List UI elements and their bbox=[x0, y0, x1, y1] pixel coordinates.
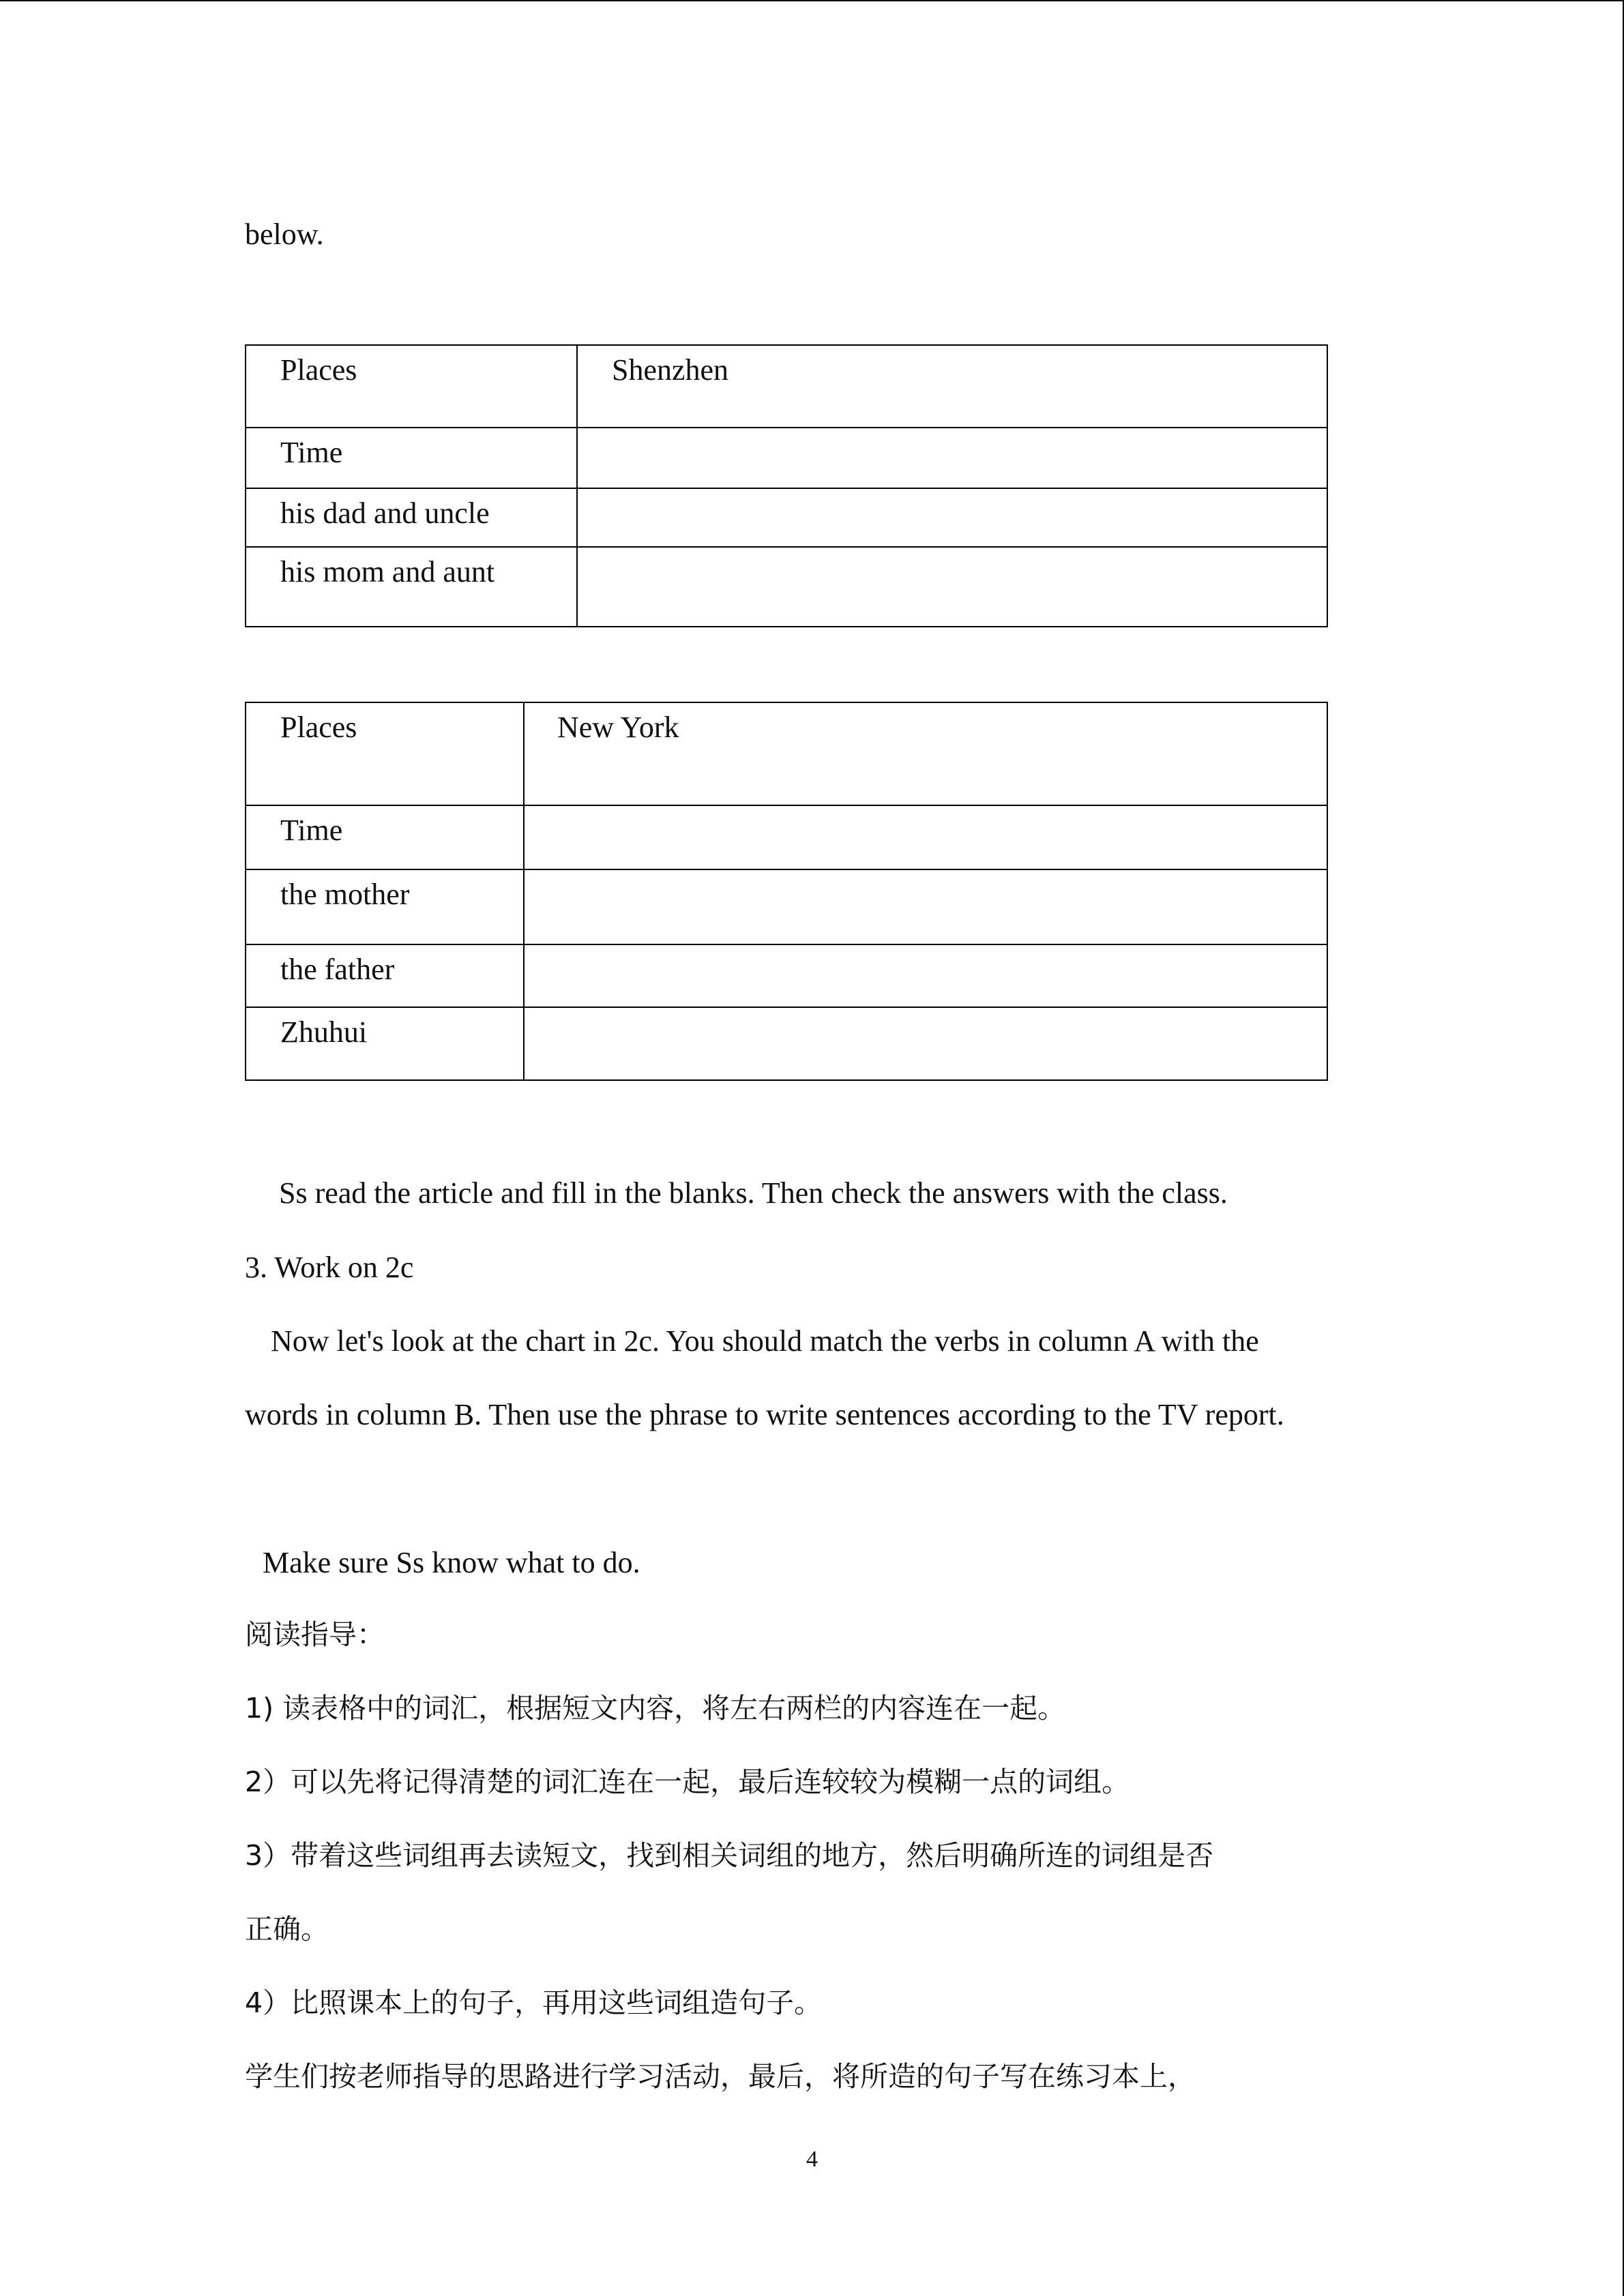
table-row bbox=[246, 488, 1327, 547]
table-row bbox=[246, 944, 1327, 1007]
table-cell-label: his dad and uncle bbox=[246, 488, 577, 547]
reading-guide-item-3-cont: 正确。 bbox=[245, 1913, 329, 1945]
table-row bbox=[246, 547, 1327, 627]
table-cell-value[interactable]: New York bbox=[524, 702, 1327, 805]
table-cell-label: his mom and aunt bbox=[246, 547, 577, 627]
reading-guide-title: 阅读指导： bbox=[245, 1618, 385, 1651]
table-cell-value[interactable] bbox=[577, 547, 1327, 627]
table-cell-label: the father bbox=[246, 944, 524, 1007]
table-cell-value[interactable]: Shenzhen bbox=[577, 345, 1327, 428]
table-cell-label: the mother bbox=[246, 869, 524, 944]
table-cell-value[interactable] bbox=[524, 1007, 1327, 1080]
table-row bbox=[246, 869, 1327, 944]
table-cell-label: Places bbox=[246, 345, 577, 428]
table-cell-label: Places bbox=[246, 702, 524, 805]
make-sure-paragraph: Make sure Ss know what to do. bbox=[263, 1546, 640, 1579]
read-fill-paragraph: Ss read the article and fill in the blanks. Then check the answers with the class. bbox=[279, 1176, 1228, 1210]
table-cell-value[interactable] bbox=[524, 805, 1327, 869]
closing-paragraph: 学生们按老师指导的思路进行学习活动，最后，将所造的句子写在练习本上， bbox=[245, 2060, 1196, 2093]
table-cell-value[interactable] bbox=[577, 428, 1327, 488]
reading-guide-item-3: 3）带着这些词组再去读短文，找到相关词组的地方，然后明确所连的词组是否 bbox=[245, 1839, 1214, 1872]
table-cell-label: Zhuhui bbox=[246, 1007, 524, 1080]
table-cell-value[interactable] bbox=[577, 488, 1327, 547]
match-paragraph-line1: Now let's look at the chart in 2c. You should match the verbs in column A with the bbox=[271, 1324, 1259, 1358]
table-cell-value[interactable] bbox=[524, 944, 1327, 1007]
table-row bbox=[246, 1007, 1327, 1080]
shenzhen-table bbox=[245, 344, 1328, 627]
intro-tail-text: below. bbox=[245, 218, 324, 251]
table-row bbox=[246, 702, 1327, 805]
new-york-table bbox=[245, 702, 1328, 1081]
reading-guide-item-2: 2）可以先将记得清楚的词汇连在一起，最后连较较为模糊一点的词组。 bbox=[245, 1765, 1130, 1798]
page-number: 4 bbox=[806, 2147, 818, 2172]
table-row bbox=[246, 345, 1327, 428]
table-row bbox=[246, 428, 1327, 488]
reading-guide-item-1: 1) 读表格中的词汇，根据短文内容，将左右两栏的内容连在一起。 bbox=[245, 1692, 1066, 1725]
reading-guide-item-4: 4）比照课本上的句子，再用这些词组造句子。 bbox=[245, 1986, 823, 2019]
table-cell-label: Time bbox=[246, 428, 577, 488]
table-row bbox=[246, 805, 1327, 869]
step3-heading: 3. Work on 2c bbox=[245, 1251, 414, 1284]
table-cell-label: Time bbox=[246, 805, 524, 869]
table-cell-value[interactable] bbox=[524, 869, 1327, 944]
match-paragraph-line2: words in column B. Then use the phrase to write sentences according to the TV report. bbox=[245, 1398, 1284, 1431]
